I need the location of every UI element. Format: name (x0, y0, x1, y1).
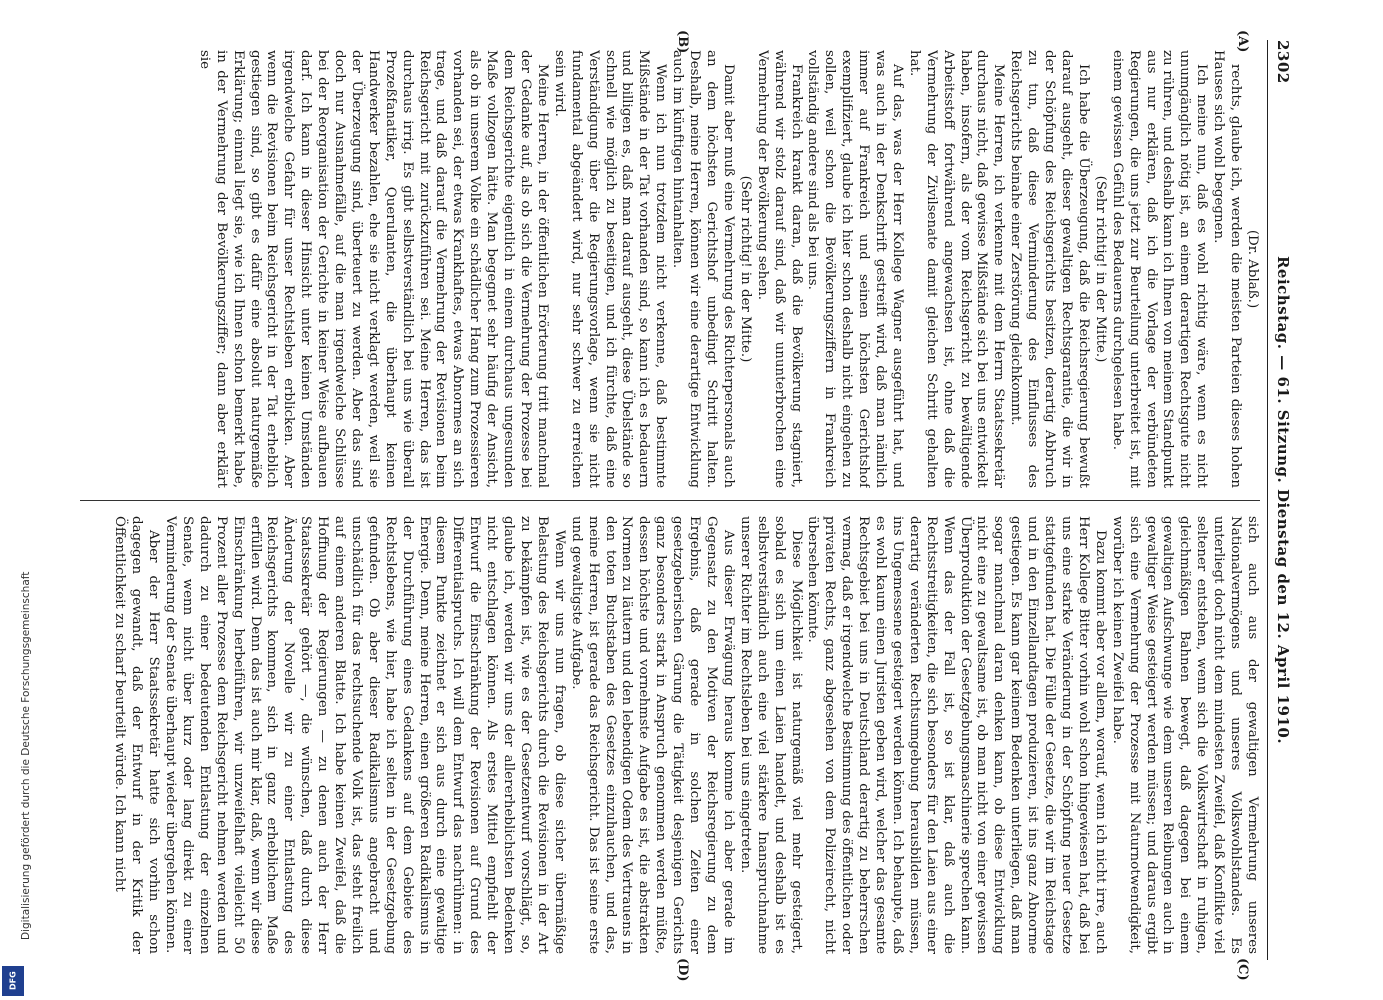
paragraph: (Dr. Ablaß.) (1245, 229, 1260, 309)
paragraph: Ich meine nun, daß es wohl richtig wäre, wenn es nicht unumgänglich nötig ist, an einem derartigen Rechtsgute nicht zu rühren, und deshalb kann ich Ihnen von meinem Standpunkt aus nur erklären, daß ich die Vorlage der verbündeten Regierungen, die uns jetzt zur Beurteilung unterbreitet ist, mit einem gewissen Gefühl des Bedauerns durchgelesen habe. (1109, 50, 1210, 488)
margin-marker-b: (B) (675, 30, 690, 54)
running-title: Reichstag. — 61. Sitzung. Dienstag den 12. April 1910. (1274, 255, 1292, 745)
rotated-sheet (60, 0, 1300, 1000)
margin-marker-a: (A) (1235, 30, 1250, 53)
scanned-page (60, 0, 1300, 1000)
paragraph: (Sehr richtig! in der Mitte.) (1092, 175, 1108, 363)
right-column (80, 516, 1260, 954)
page-header (1268, 40, 1294, 960)
column-divider (80, 500, 1260, 501)
header-rule (1267, 40, 1268, 960)
paragraph: rechts, glaube ich, werden die meisten Parteien dieses hohen Hauses sich wohl begegnen. (1211, 50, 1244, 488)
page-number: 2302 (1274, 40, 1292, 84)
paragraph: sich auch aus der gewaltigen Vermehrung unseres Nationalvermögens und unseres Volkswohlstandes. Es unterliegt doch nicht dem mindesten Zweifel, daß Konflikte viel seltener entstehen, wenn sich die Volkswirtschaft in ruhigen, gleichmäßigen Bahnen bewegt, daß dagegen bei einem gewaltigen Aufschwunge wie dem unseren Reibungen auch in gewaltiger Weise gesteigert werden müssen; und daraus ergibt sich eine Vermehrung der Prozesse mit Naturnotwendigkeit, worüber ich keinen Zweifel habe. (1109, 516, 1260, 954)
paragraph: Meine Herren, ich verkenne mit dem Herrn Staatssekretär durchaus nicht, daß gewisse Mißstände sich bei uns entwickelt haben, insofern, als der vom Reichsgericht zu bewältigende Arbeitsstoff fortwährend angewachsen ist, ohne daß die Vermehrung der Zivilsenate damit gleichen Schritt gehalten hat. (906, 50, 1007, 488)
margin-marker-d: (D) (675, 958, 690, 982)
paragraph: Aus dieser Erwägung heraus komme ich aber gerade im Gegensatz zu den Motiven der Reichsregierung zu dem Ergebnis, daß gerade in solchen Zeiten einer gesetzgeberischen Gärung die Tätigkeit desjenigen Gerichts ganz besonders stark in Anspruch genommen werden müßte, dessen höchste und vornehmste Aufgabe es ist, die abstrakten Normen zu läutern und den lebendigen Odem des Vertrauens in den toten Buchstaben des Gesetzes einzuhauchen, und das, meine Herren, ist gerade das Reichsgericht. Das ist seine erste und gewaltigste Aufgabe. (568, 516, 736, 954)
paragraph: (Sehr richtig! in der Mitte.) (737, 175, 753, 363)
paragraph: Auf das, was der Herr Kollege Wagner ausgeführt hat, und was auch in der Denkschrift gestreift wird, daß man nämlich immer auf Frankreich und seinen höchsten Gerichtshof exemplifiziert, glaube ich hier schon deshalb nicht eingehen zu sollen, weil schon die Bevölkerungsziffern in Frankreich vollständig andere sind als bei uns. (805, 50, 905, 488)
paragraph: Wenn wir uns nun fragen, ob diese sicher übermäßige Belastung des Reichsgerichts durch die Revisionen in der Art zu bekämpfen ist, wie es der Gesetzentwurf vorschlägt, so, glaube ich, werden wir uns der allererheblichsten Bedenken nicht entschlagen können. Als erstes Mittel empfiehlt der Entwurf die Einschränkung der Revisionen auf Grund des Differentialspruchs. Ich will dem Entwurf das nachrühmen: in diesem Punkte zeichnet er sich aus durch eine gewaltige Energie. Denn, meine Herren, einen größeren Radikalismus in der Durchführung eines Gedankens auf dem Gebiete des Rechtslebens, wie hier, habe ich selten in der Gesetzgebung gefunden. Ob aber dieser Radikalismus angebracht und unschädlich für das rechtsuchende Volk ist, das steht freilich auf einem anderen Blatte. Ich habe keinen Zweifel, daß die Hoffnung der Regierungen — zu denen auch der Herr Staatssekretär gehört —, die wünschen, daß durch diese Änderung der Novelle wir zu einer Entlastung des Reichsgerichts kommen, sich in ganz erheblichem Maße erfüllen wird. Denn das ist auch mir klar, daß, wenn wir diese Einschränkung herbeiführen, wir unzweifelhaft vielleicht 50 Prozent aller Prozesse dem Reichsgericht nehmen werden und dadurch zu einer bedeutenden Entlastung der einzelnen Senate, wenn nicht über kurz oder lang direkt zu einer Verminderung der Senate überhaupt wieder übergehen können. (163, 516, 567, 954)
dfg-logo: DFG (2, 966, 24, 996)
paragraph: Aber der Herr Staatssekretär hatte sich vorhin schon dagegen gewandt, daß der Entwurf in der Kritik der Öffentlichkeit zu scharf beurteilt würde. Ich kann nicht (112, 516, 162, 954)
paragraph: Ich habe die Überzeugung, daß die Reichsregierung bewußt darauf ausgeht, dieser gewaltigen Rechtsgarantie, die wir in der Schöpfung des Reichsgerichts besitzen, derartig Abbruch zu tun, daß diese Verminderung des Einflusses des Reichsgerichts beinahe einer Zerstörung gleichkommt. (1008, 50, 1091, 488)
paragraph: Damit aber muß eine Vermehrung des Richterpersonals auch an dem höchsten Gerichtshof unbedingt Schritt halten. Deshalb, meine Herren, können wir eine derartige Entwicklung auch im künftigen hintanhalten. (670, 50, 736, 488)
side-note (0, 0, 60, 1000)
paragraph: Meine Herren, in der öffentlichen Erörterung tritt manchmal der Gedanke auf, als ob sich die Vermehrung der Prozesse bei dem Reichsgerichte eigentlich in einem durchaus ungesunden Maße vollzogen hätte. Man begegnet sehr häufig der Ansicht, als ob in unserem Volke ein schädlicher Hang zum Prozessieren vorhanden sei, der etwas Krankhaftes, etwas Abnormes an sich trage, und daß darauf die Vermehrung der Revisionen beim Reichsgericht mit zurückzuführen sei. Meine Herren, das ist durchaus irrig. Es gibt selbstverständlich bei uns wie überall Prozeßfanatiker, Querulanten, die überhaupt keinen Handwerker bezahlen, ehe sie nicht verklagt werden, weil sie der Überzeugung sind, überteuert zu werden. Aber das sind doch nur Ausnahmefälle, auf die man irgendwelche Schlüsse bei der Reorganisation der Gerichte in keiner Weise aufbauen darf. Ich kann in dieser Hinsicht unter keinen Umständen irgendwelche Gefahr für unser Rechtsleben erblicken. Aber wenn die Revisionen beim Reichsgericht in der Tat erheblich gestiegen sind, so gibt es dafür eine absolut naturgemäße Erklärung; einmal liegt sie, wie ich Ihnen schon bemerkt habe, in der Vermehrung der Bevölkerungsziffer; dann aber erklärt sie (196, 50, 550, 488)
paragraph: Frankreich krankt daran, daß die Bevölkerung stagniert, während wir stolz darauf sind, daß wir ununterbrochen eine Vermehrung der Bevölkerung sehen. (754, 50, 804, 488)
funding-note: Digitalisierung gefördert durch die Deutsche Forschungsgemeinschaft (20, 571, 32, 940)
paragraph: Diese Möglichkeit ist naturgemäß viel mehr gesteigert, sobald es sich um einen Laien handelt, und deshalb ist es selbstverständlich auch eine viel stärkere Inanspruchnahme unserer Richter im Rechtsleben bei uns eingetreten. (737, 516, 804, 954)
left-column (80, 50, 1260, 488)
paragraph: Dazu kommt aber vor allem, worauf, wenn ich nicht irre, auch Herr Kollege Bitter vorhin wohl schon hingewiesen hat, daß bei uns eine starke Veränderung in der Schöpfung neuer Gesetze stattgefunden hat. Die Fülle der Gesetze, die wir im Reichstage und in den Einzellandtagen produzieren, ist ins ganz Abnorme gestiegen. Es kann gar keinem Bedenken unterliegen, daß man sogar manchmal daran denken kann, ob diese Entwicklung nicht eine zu gewaltsame ist, ob man nicht von einer gewissen Überproduktion der Gesetzgebungsmaschinerie sprechen kann. Wenn das der Fall ist, so ist klar, daß auch die Rechtsstreitigkeiten, die sich besonders für den Laien aus einer derartig veränderten Rechtsumgebung herausbilden müssen, ins Ungemessene gesteigert werden können. Ich behaupte, daß es wohl kaum einen Juristen geben wird, welcher das gesamte Rechtsgebiet bei uns in Deutschland derartig zu beherrschen vermag, daß er irgendwelche Bestimmung des öffentlichen oder privaten Rechts, ganz abgesehen von dem Polizeirecht, nicht übersehen könnte. (805, 516, 1108, 954)
paragraph: Wenn ich nun trotzdem nicht verkenne, daß bestimmte Mißstände in der Tat vorhanden sind, so kann ich es bedauern und billigen es, daß man darauf ausgeht, diese Übelstände so schnell wie möglich zu beseitigen, und ich fürchte, daß eine Verständigung über die Regierungsvorlage, wenn sie nicht fundamental abgeändert wird, nur sehr schwer zu erreichen sein wird. (551, 50, 669, 488)
margin-marker-c: (C) (1235, 958, 1250, 981)
